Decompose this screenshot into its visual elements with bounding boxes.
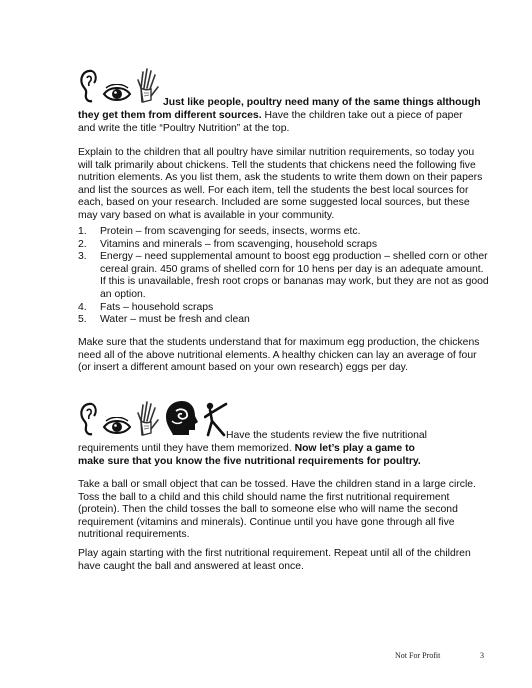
hand-icon	[136, 66, 160, 104]
section1-line2	[78, 110, 463, 123]
footer-label: Not For Profit	[395, 651, 441, 660]
ear-icon	[78, 68, 98, 104]
list-item-text: Protein – from scavenging for seeds, insects, worms etc.	[100, 226, 361, 237]
list-item	[78, 226, 490, 239]
head-icon	[164, 399, 200, 437]
section1-line2-rest: Have the children take out a piece of paper	[261, 110, 463, 121]
section2-line2-bold: Now let’s play a game to	[294, 443, 415, 454]
nutrient-list	[78, 226, 490, 327]
list-item-number: 1.	[78, 226, 87, 237]
section2-line2-plain: requirements until they have them memorized.	[78, 443, 295, 454]
section1-line3: and write the title “Poultry Nutrition” at the top.	[78, 123, 290, 134]
play-again-paragraph: Play again starting with the first nutritional requirement. Repeat until all of the children have caught the ball and answered at least once.	[78, 548, 471, 572]
section1-line2-bold: they get them from different sources.	[78, 110, 262, 121]
list-item	[78, 302, 490, 315]
page-number: 3	[480, 651, 484, 660]
list-item	[78, 314, 490, 327]
make-sure-paragraph: Make sure that the students understand that for maximum egg production, the chickens need all of the above nutritional elements. A healthy chicken can lay an average of four (or insert a different amount based on your own research) eggs per day.	[78, 337, 480, 374]
section1-lead: Just like people, poultry need many of the same things although	[163, 97, 481, 108]
list-item-number: 5.	[78, 314, 87, 326]
section2-lead: Have the students review the five nutritional	[226, 430, 427, 441]
section2-line2	[78, 443, 415, 456]
list-item	[78, 239, 490, 252]
hand-icon	[136, 399, 160, 437]
list-item	[78, 251, 490, 301]
ear-icon	[78, 401, 98, 437]
list-item-number: 4.	[78, 301, 87, 313]
list-item-text: Energy – need supplemental amount to boost egg production – shelled corn or other cereal grain. 450 grams of shelled corn for 10 hens per day is an adequate amount. If this is unavailable, fresh root crops or bananas may work, but they are not as good an option.	[100, 251, 489, 300]
sensory-icons-row-1	[78, 66, 164, 104]
list-item-text: Fats – household scraps	[100, 301, 214, 313]
list-item-text: Water – must be fresh and clean	[100, 314, 250, 326]
list-item-number: 3.	[78, 251, 87, 263]
section2-line3: make sure that you know the five nutritional requirements for poultry.	[78, 456, 421, 467]
eye-icon	[102, 84, 132, 104]
game-paragraph: Take a ball or small object that can be tossed. Have the children stand in a large circle. Toss the ball to a child and this child should name the first nutritional requirement (protein). Then the child tosses the ball to someone else who will name the second requirement (vitamins and minerals). Continue until you have gone through all five nutritional requirements.	[78, 479, 476, 541]
sensory-icons-row-2	[78, 399, 234, 437]
eye-icon	[102, 417, 132, 437]
list-item-number: 2.	[78, 238, 87, 250]
explain-paragraph: Explain to the children that all poultry have similar nutrition requirements, so today you will talk primarily about chickens. Tell the students that chickens need the following five nutrition elements. As you list them, ask the students to write them down on their papers and list the sources as well. For each item, tell the students the best local sources for each, based on your research. Included are some suggested local sources, but these may vary based on what is available in your community.	[78, 147, 483, 221]
list-item-text: Vitamins and minerals – from scavenging, household scraps	[100, 238, 378, 250]
